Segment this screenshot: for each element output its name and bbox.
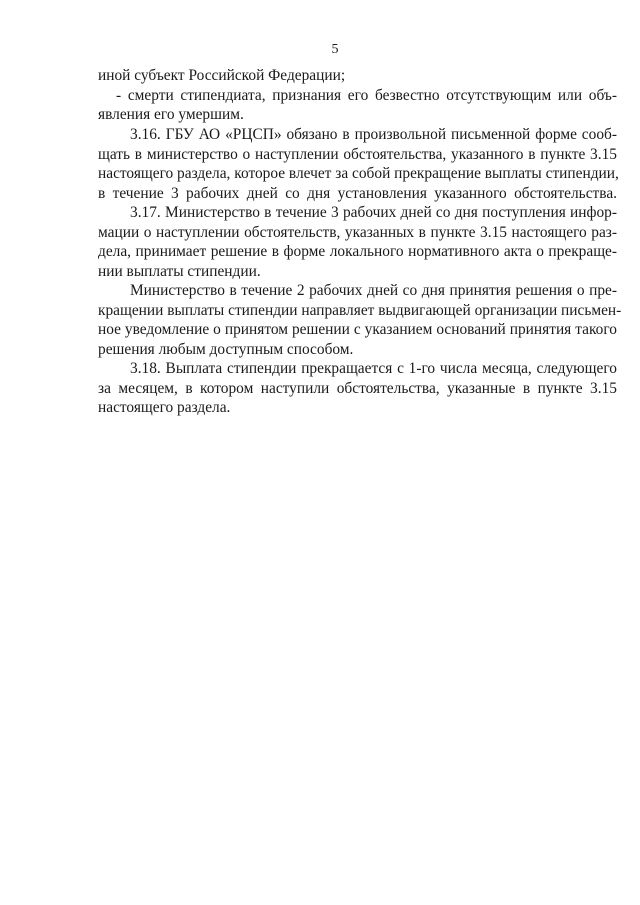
text-line: иной субъект Российской Федерации; <box>98 67 346 84</box>
text-line: 3.17. Министерство в течение 3 рабочих дней со дня поступления инфор- <box>130 204 617 221</box>
text-line: настоящего раздела. <box>98 399 231 416</box>
text-line: дела, принимает решение в форме локального нормативного акта о прекраще- <box>98 243 617 260</box>
text-line: ное уведомление о принятом решении с указанием оснований принятия такого <box>98 321 617 338</box>
text-line: щать в министерство о наступлении обстоятельства, указанного в пункте 3.15 <box>98 146 617 163</box>
text-line: в течение 3 рабочих дней со дня установления указанного обстоятельства. <box>98 185 617 202</box>
text-line: 3.18. Выплата стипендии прекращается с 1-го числа месяца, следующего <box>130 360 617 377</box>
text-line: решения любым доступным способом. <box>98 341 354 358</box>
text-line: мации о наступлении обстоятельств, указанных в пункте 3.15 настоящего раз- <box>98 224 617 241</box>
text-line: настоящего раздела, которое влечет за собой прекращение выплаты стипендии, <box>98 165 619 182</box>
page-number: 5 <box>331 42 339 57</box>
text-line: кращении выплаты стипендии направляет выдвигающей организации письмен- <box>98 302 622 319</box>
text-line: нии выплаты стипендии. <box>98 263 261 280</box>
text-line: - смерти стипендиата, признания его безвестно отсутствующим или объ- <box>116 87 617 104</box>
text-line: Министерство в течение 2 рабочих дней со дня принятия решения о пре- <box>130 282 617 299</box>
text-line: за месяцем, в котором наступили обстоятельства, указанные в пункте 3.15 <box>98 380 617 397</box>
text-line: явления его умершим. <box>98 106 244 123</box>
text-line: 3.16. ГБУ АО «РЦСП» обязано в произвольной письменной форме сооб- <box>130 126 617 143</box>
